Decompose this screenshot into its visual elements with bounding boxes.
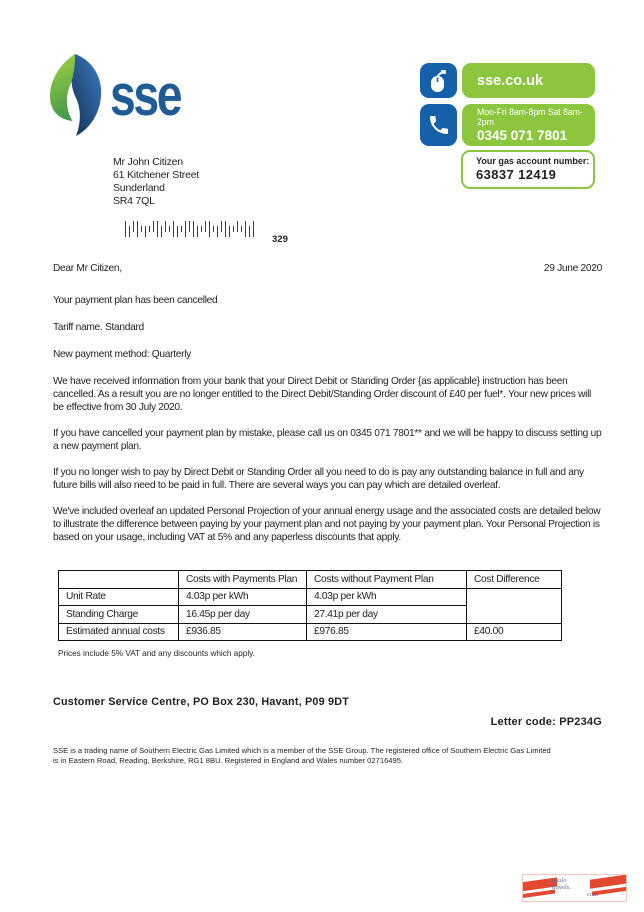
subject-line: Your payment plan has been cancelled <box>53 295 218 306</box>
phone-tile <box>420 104 457 146</box>
cell-difference-empty <box>467 588 562 623</box>
account-number: 63837 12419 <box>476 167 557 182</box>
phone-hours: Mon-Fri 8am-8pm Sat 8am-2pm <box>477 107 583 127</box>
website-box <box>462 63 595 98</box>
header-difference: Cost Difference <box>467 571 562 589</box>
recipient-city: Sunderland <box>113 182 165 194</box>
account-label: Your gas account number: <box>476 156 590 166</box>
cell-without-plan: 4.03p per kWh <box>307 588 467 606</box>
header-with-plan: Costs with Payments Plan <box>179 571 307 589</box>
table-row <box>59 588 562 606</box>
recipient-address <box>113 156 199 208</box>
table-header-row <box>59 571 562 589</box>
paragraph: If you no longer wish to pay by Direct Debit or Standing Order all you need to do is pay any outstanding balance in full and any future bills will also need to be paid in full. There are several ways you can pay which are detailed overleaf. <box>53 467 584 491</box>
customer-service-address: Customer Service Centre, PO Box 230, Havant, P09 9DT <box>53 696 350 708</box>
table-footnote: Prices include 5% VAT and any discounts which apply. <box>58 649 255 658</box>
cell-with-plan: 4.03p per kWh <box>179 588 307 606</box>
computer-mouse-icon <box>428 69 450 93</box>
phone-icon <box>427 113 451 137</box>
sse-swirl-icon <box>48 53 106 137</box>
cell-without-plan: £976.85 <box>307 623 467 641</box>
watermark-text <box>552 877 598 898</box>
phone-box <box>462 104 595 146</box>
header-without-plan: Costs without Payment Plan <box>307 571 467 589</box>
table-row <box>59 623 562 641</box>
recipient-postcode: SR4 7QL <box>113 195 155 207</box>
phone-number: 0345 071 7801 <box>477 128 568 143</box>
paragraph: We've included overleaf an updated Personal Projection of your annual energy usage and the associated costs are detailed below to illustrate the difference between paying by your payment plan and not paying by your payment plan. Your Personal Projection is based on your usage, including VAT at 5% and any paperless discounts that apply. <box>53 506 601 543</box>
watermark-stripe <box>522 890 555 898</box>
letter-body <box>53 262 602 765</box>
watermark-line: travels. <box>552 884 571 891</box>
website-tile <box>420 63 457 98</box>
recipient-name: Mr John Citizen <box>113 156 183 168</box>
salutation: Dear Mr Citizen, <box>53 263 122 274</box>
legal-footer: SSE is a trading name of Southern Electric Gas Limited which is a member of the SSE Group. The registered office of Southern Electric Gas Limited is in Eastern Road, Reading, Berkshire, RG1 8BU. Registered in England and Wales number 02716495. <box>53 746 551 765</box>
watermark-line: paulo <box>552 877 567 884</box>
paragraph: If you have cancelled your payment plan by mistake, please call us on 0345 071 7801** and we will be happy to discuss setting up a new payment plan. <box>53 428 602 452</box>
website-label: sse.co.uk <box>477 72 544 89</box>
row-label: Unit Rate <box>59 588 179 606</box>
letter-code: Letter code: PP234G <box>490 716 602 728</box>
header-blank <box>59 571 179 589</box>
cell-without-plan: 27.41p per day <box>307 606 467 624</box>
mail-barcode-row <box>125 221 310 247</box>
watermark-line: com <box>586 891 598 898</box>
sse-logo <box>48 53 198 137</box>
cell-difference: £40.00 <box>467 623 562 641</box>
recipient-street: 61 Kitchener Street <box>113 169 200 181</box>
tariff-line: Tariff name. Standard <box>53 322 144 333</box>
cost-comparison-table <box>58 570 562 641</box>
cell-with-plan: 16.45p per day <box>179 606 307 624</box>
letter-date: 29 June 2020 <box>543 263 602 274</box>
mailsort-code: 329 <box>272 234 288 245</box>
row-label: Standing Charge <box>59 606 179 624</box>
paulotravels-watermark <box>522 874 627 902</box>
cell-with-plan: £936.85 <box>179 623 307 641</box>
sse-wordmark: sse <box>110 63 181 128</box>
payment-method-line: New payment method: Quarterly <box>53 349 191 360</box>
paragraph: We have received information from your bank that your Direct Debit or Standing Order {as applicable} instruction has been cancelled. As a result you are no longer entitled to the Direct Debit/Standing Order discount of £40 per fuel*. Your new prices will be effective from 30 July 2020. <box>53 376 592 413</box>
account-box <box>461 150 595 189</box>
dateline <box>53 262 602 275</box>
row-label: Estimated annual costs <box>59 623 179 641</box>
